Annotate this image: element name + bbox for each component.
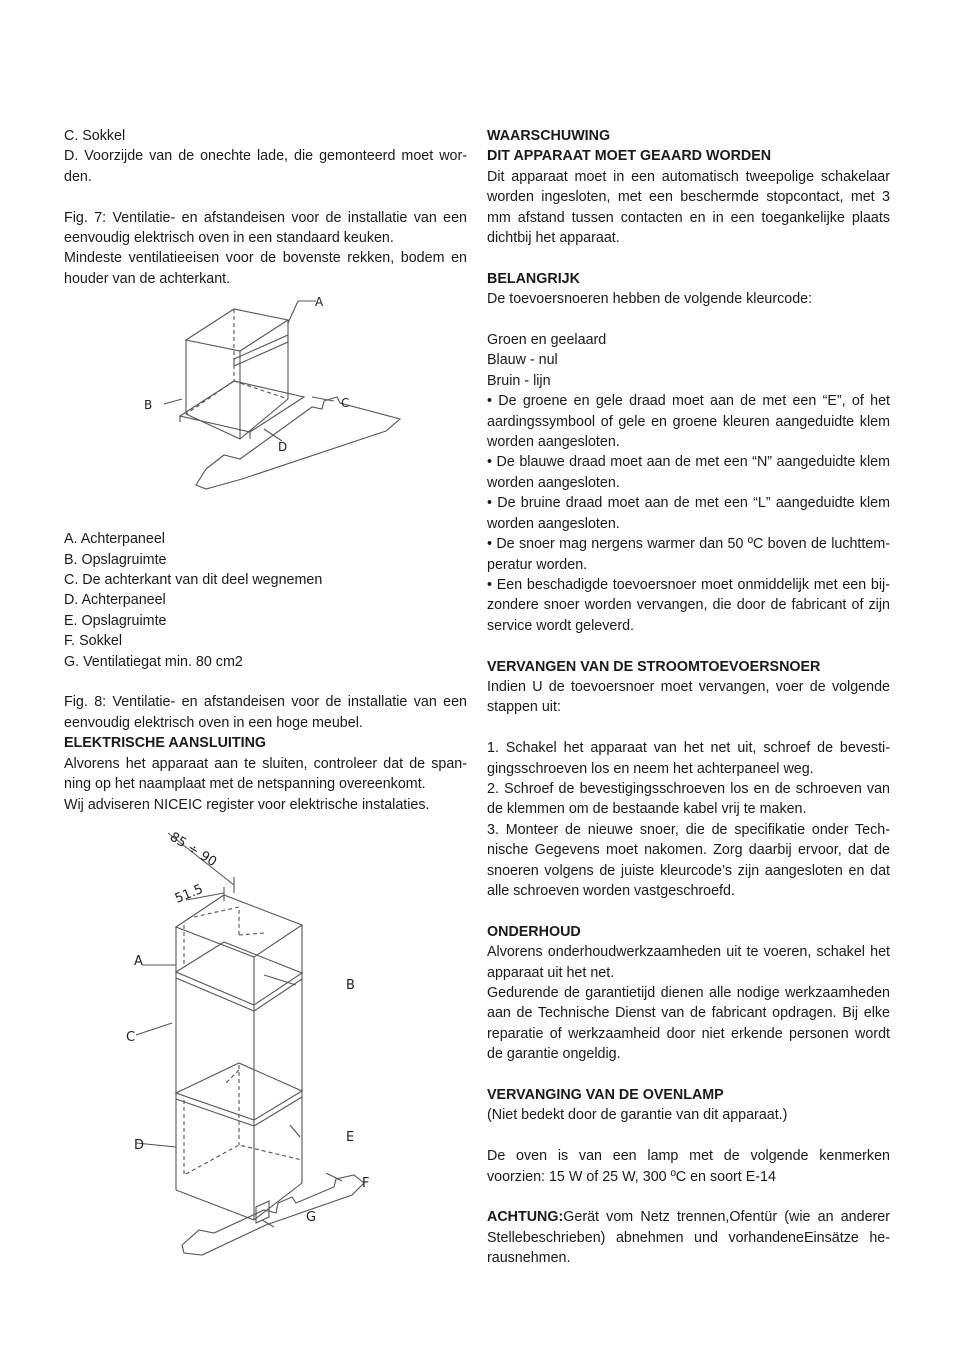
fig7-label-a: A bbox=[315, 295, 324, 310]
warning-heading: WAARSCHUWING bbox=[487, 128, 611, 144]
fig8-dimension-51-5: 51.5 bbox=[172, 881, 206, 907]
replace-step-2: 2. Schroef de bevestigingsschroeven los en de schroeven van de klemmen om de bestaande kabel vrij te maken. bbox=[487, 780, 890, 818]
legend-d: D. Achterpaneel bbox=[64, 592, 166, 609]
achtung-paragraph bbox=[487, 1207, 890, 1268]
bullet-live: • De bruine draad moet aan de met een “L” aangeduidte klem worden aangesloten. bbox=[487, 495, 890, 532]
color-blue: Blauw - nul bbox=[487, 352, 558, 369]
lamp-text: De oven is van een lamp met de volgende kenmerken voorzien: 15 W of 25 W, 300 ºC en soort E-14 bbox=[487, 1148, 890, 1185]
replace-step-3: 3. Monteer de nieuwe snoer, die de specifikatie onder Tech-nische Gegevens moet nakomen. Zorg daarbij ervoor, dat de snoeren volgens de juiste kleurcode’s zijn aangesloten en dat alle schroeven worden vastgeschroefd. bbox=[487, 821, 890, 899]
lamp-note: (Niet bedekt door de garantie van dit apparaat.) bbox=[487, 1107, 788, 1124]
legend-g: G. Ventilatiegat min. 80 cm2 bbox=[64, 653, 243, 670]
intro-line-c: C. Sokkel bbox=[64, 128, 126, 144]
fig8-label-b: B bbox=[346, 977, 355, 993]
legend-e: E. Opslagruimte bbox=[64, 612, 167, 629]
fig7-label-c: C bbox=[341, 396, 350, 411]
bullet-temperature: • De snoer mag nergens warmer dan 50 ºC boven de luchttem-peratur worden. bbox=[487, 536, 890, 573]
legend-b: B. Opslagruimte bbox=[64, 551, 167, 568]
legend-c: C. De achterkant van dit deel wegnemen bbox=[64, 572, 323, 589]
fig7-label-b: B bbox=[144, 398, 153, 413]
fig8-caption: Fig. 8: Ventilatie- en afstandeisen voor de installatie van een eenvoudig elektrisch oven in een hoge meubel. bbox=[64, 694, 467, 731]
left-column bbox=[64, 126, 467, 1265]
lamp-heading: VERVANGING VAN DE OVENLAMP bbox=[487, 1087, 724, 1103]
bullet-damaged-cord: • Een beschadigde toevoersnoer moet onmiddelijk met een bij-zondere snoer worden vervangen, die door de fabricant of zijn service wordt geleverd. bbox=[487, 576, 890, 634]
fig8-dimension-85-90: 85 ÷ 90 bbox=[166, 829, 220, 870]
replace-heading: VERVANGEN VAN DE STROOMTOEVOERSNOER bbox=[487, 658, 821, 675]
bullet-earth: • De groene en gele draad moet aan de met een “E”, of het aardingssymbool of gele en groene kleuren aangeduidte klem worden aangesloten. bbox=[487, 393, 890, 451]
intro-line-d: D. Voorzijde van de onechte lade, die gemonteerd moet wor-den. bbox=[64, 148, 467, 185]
achtung-text: Gerät vom Netz trennen,Ofentür (wie an anderer Stellebeschrieben) abnehmen und vorhandeneEinsätze he-rausnehmen. bbox=[487, 1209, 890, 1267]
achtung-label: ACHTUNG: bbox=[487, 1209, 564, 1226]
fig8-label-a: A bbox=[134, 953, 143, 969]
fig8-label-e: E bbox=[346, 1129, 355, 1145]
maintenance-heading: ONDERHOUD bbox=[487, 923, 581, 940]
important-heading: BELANGRIJK bbox=[487, 270, 580, 287]
fig8-label-c: C bbox=[126, 1029, 136, 1045]
fig7-note: Mindeste ventilatieeisen voor de bovenste rekken, bodem en houder van de achterkant. bbox=[64, 250, 467, 287]
replace-intro: Indien U de toevoersnoer moet vervangen, voer de volgende stappen uit: bbox=[487, 678, 890, 716]
elec-heading: ELEKTRISCHE AANSLUITING bbox=[64, 735, 267, 752]
fig7-caption: Fig. 7: Ventilatie- en afstandeisen voor de installatie van een eenvoudig elektrisch oven in een standaard keuken. bbox=[64, 209, 467, 247]
elec-text-2: Wij adviseren NICEIC register voor elektrische instalaties. bbox=[64, 796, 430, 813]
warning-subheading: DIT APPARAAT MOET GEAARD WORDEN bbox=[487, 148, 772, 165]
fig8-label-d: D bbox=[134, 1137, 145, 1153]
color-green-yellow: Groen en geelaard bbox=[487, 332, 607, 349]
maintenance-text-1: Alvorens onderhoudwerkzaamheden uit te voeren, schakel het apparaat uit het net. bbox=[487, 944, 890, 981]
fig8-label-g: G bbox=[306, 1209, 317, 1225]
legend-a: A. Achterpaneel bbox=[64, 531, 165, 548]
bullet-neutral: • De blauwe draad moet aan de met een “N” aangeduidte klem worden aangesloten. bbox=[487, 454, 890, 491]
figure-7-diagram bbox=[64, 289, 467, 529]
fig8-label-f: F bbox=[362, 1175, 370, 1191]
right-column bbox=[487, 126, 890, 1269]
elec-text-1: Alvorens het apparaat aan te sluiten, controleer dat de span-ning op het naamplaat met de netspanning overeenkomt. bbox=[64, 755, 467, 793]
replace-step-1: 1. Schakel het apparaat van het net uit, schroef de bevesti-gingsschroeven los en neem het achterpaneel weg. bbox=[487, 740, 890, 777]
maintenance-text-2: Gedurende de garantietijd dienen alle nodige werkzaamheden aan de Technische Dienst van de fabricant opdragen. Bij elke reparatie of werkzaamheid door niet erkende personen wordt de garantie ongeldig. bbox=[487, 984, 890, 1063]
legend-f: F. Sokkel bbox=[64, 633, 123, 650]
warning-text: Dit apparaat moet in een automatisch tweepolige schakelaar worden ingesloten, met een beschermde stopcontact, met 3 mm afstand tussen contacten en in een toegankelijke plaats dichtbij het apparaat. bbox=[487, 168, 890, 247]
figure-8-diagram bbox=[64, 815, 467, 1265]
fig7-label-d: D bbox=[278, 440, 288, 455]
color-brown: Bruin - lijn bbox=[487, 372, 551, 389]
important-text: De toevoersnoeren hebben de volgende kleurcode: bbox=[487, 291, 813, 308]
